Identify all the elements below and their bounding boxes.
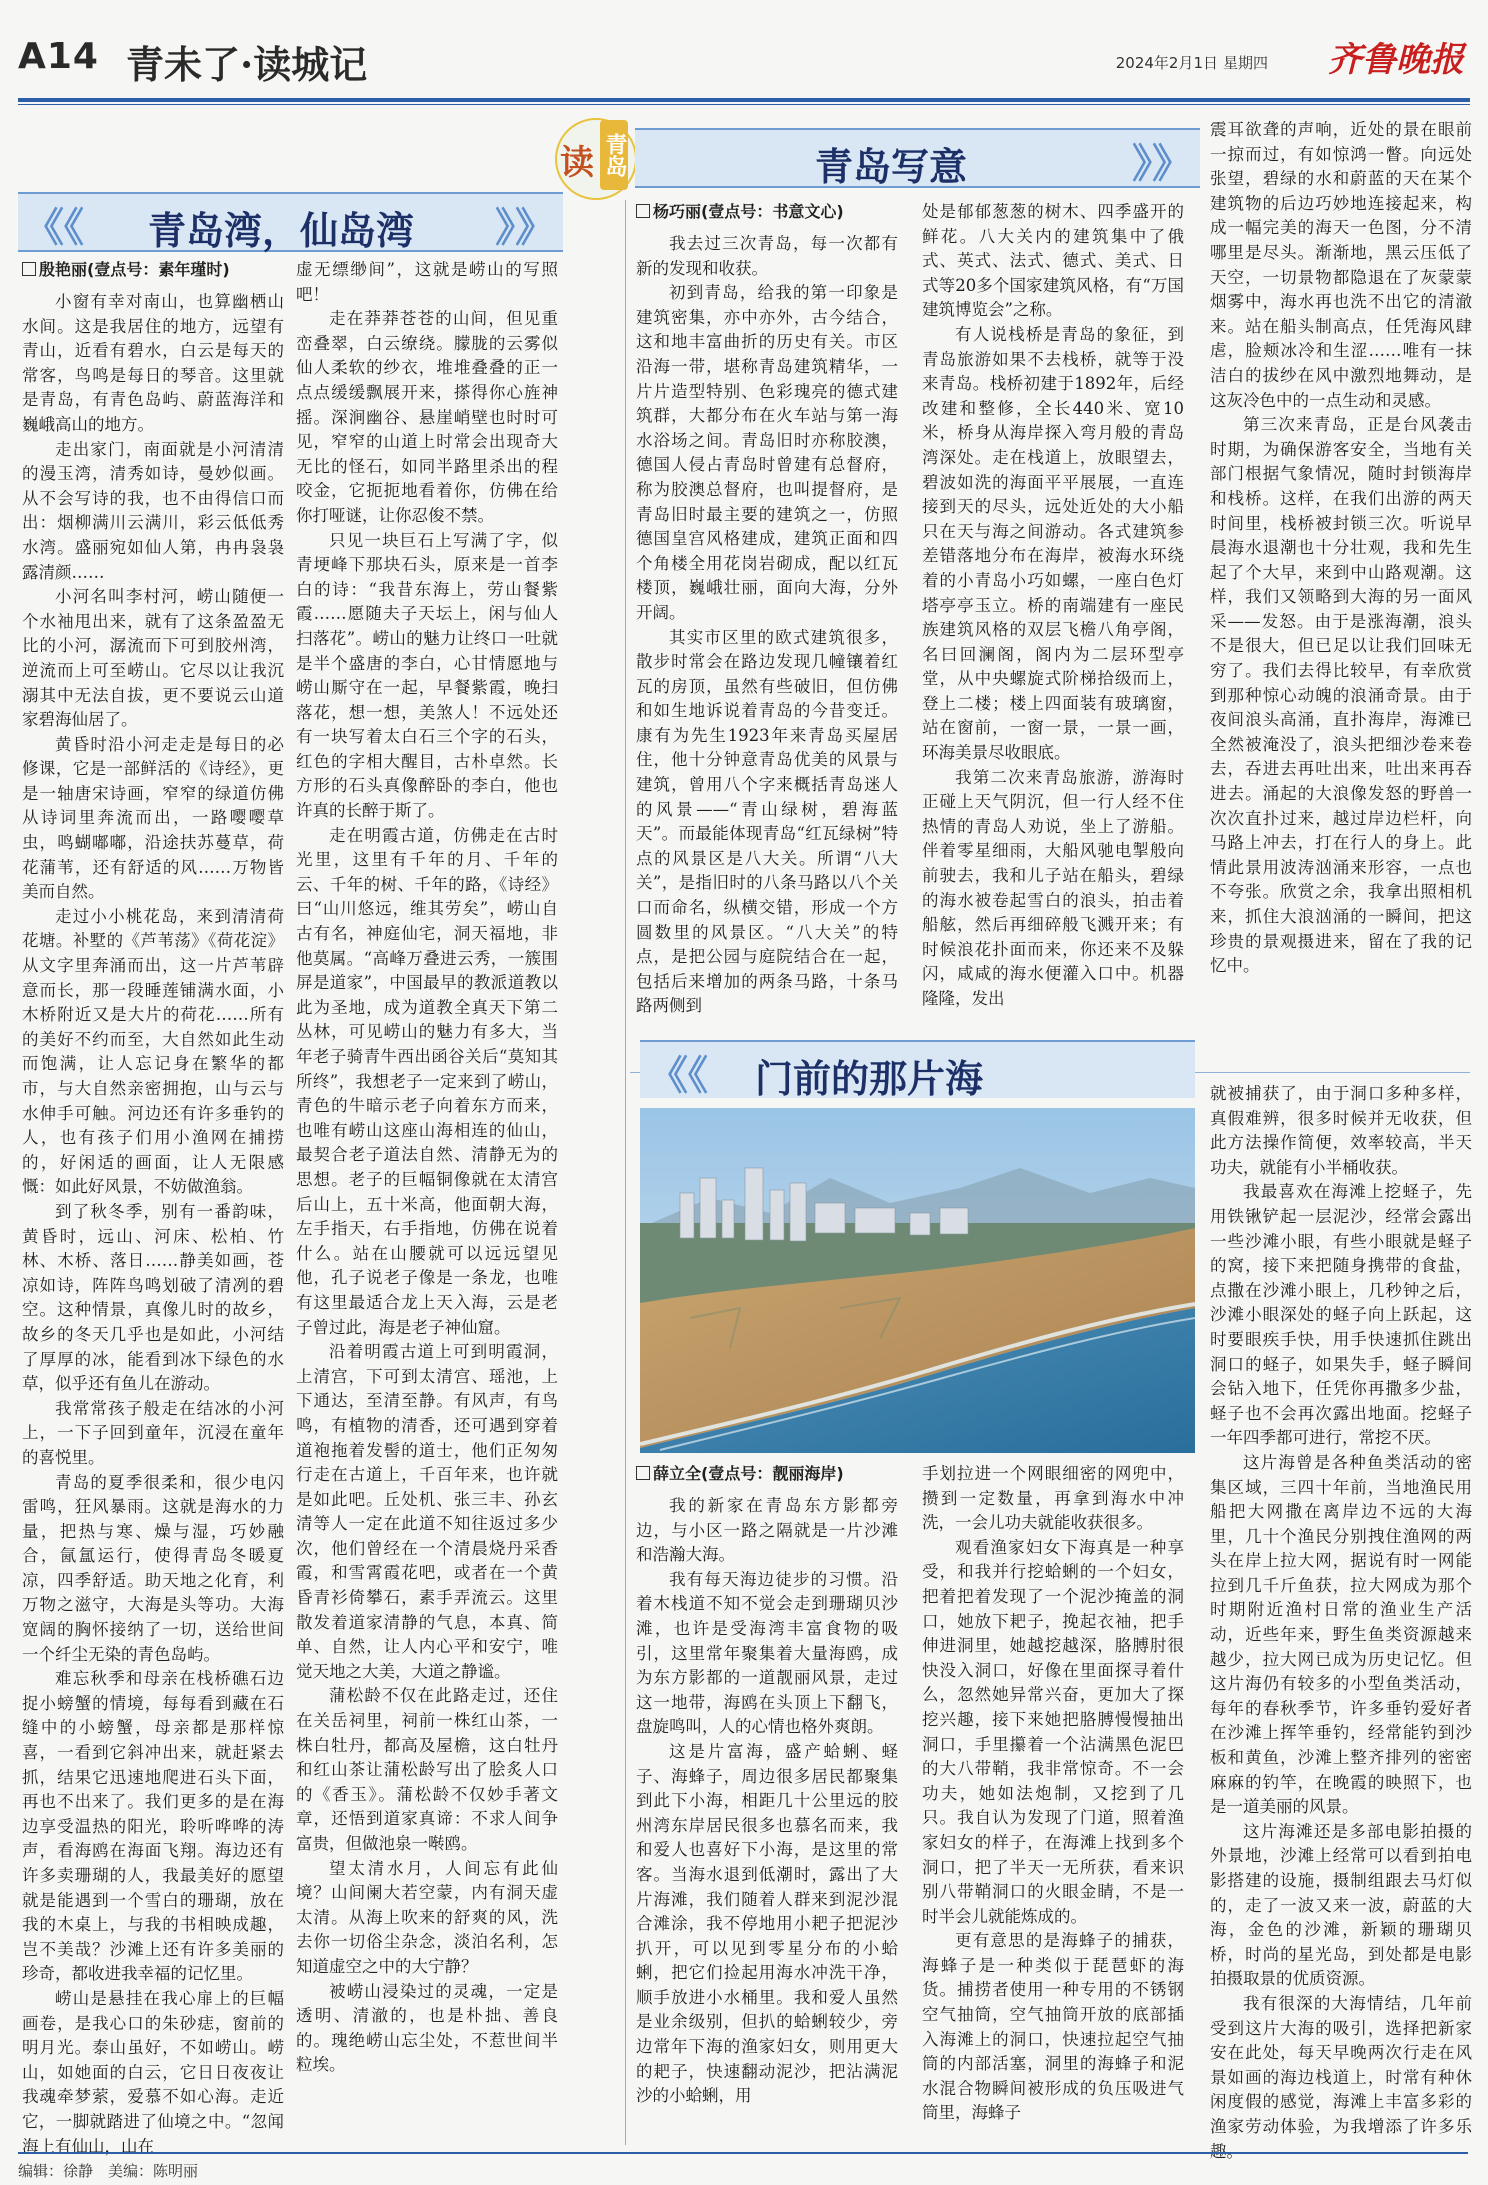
article1-column-2 — [296, 258, 558, 2148]
column-divider — [625, 200, 626, 2145]
issue-weekday: 星期四 — [1222, 54, 1268, 72]
paragraph: 只见一块巨石上写满了字，似青埂峰下那块石头，原来是一首李白的诗：“我昔东海上，劳山餐紫霞……愿随夫子天坛上，闲与仙人扫落花”。崂山的魅力让终口一吐就是半个盛唐的李白，心甘情愿地与崂山厮守在一起，早餐紫霞，晚扫落花，想一想，美煞人！不远处还有一块写着太白石三个字的石头，红色的字相大醒目，古朴卓然。长方形的石头真像醉卧的李白，他也许真的长醉于斯了。 — [296, 530, 558, 821]
article2-column-2 — [922, 200, 1184, 1062]
paragraph: 我最喜欢在海滩上挖蛏子，先用铁锹铲起一层泥沙，经常会露出一些沙滩小眼，有些小眼就是蛏子的窝，接下来把随身携带的食盐，点撒在沙滩小眼上，几秒钟之后，沙滩小眼深处的蛏子向上跃起，这时要眼疾手快，用手快速抓住跳出洞口的蛏子，如果失手，蛏子瞬间会钻入地下，任凭你再撒多少盐，蛏子也不会再次露出地面。挖蛏子一年四季都可进行，常挖不厌。 — [1210, 1182, 1472, 1448]
paragraph: 蒲松龄不仅在此路走过，还住在关岳祠里，祠前一株红山茶，一株白牡丹，都高及屋檐，这白牡丹和红山茶让蒲松龄写出了脍炙人口的《香玉》。蒲松龄不仅妙手著文章，还悟到道家真谛：不求人间争富贵，但做池泉一啭鸥。 — [296, 1686, 558, 1853]
article3-column-1 — [636, 1462, 898, 2148]
paragraph: 我常常孩子般走在结冰的小河上，一下子回到童年，沉浸在童年的喜悦里。 — [22, 1398, 284, 1467]
article3-byline: 薛立全(壹点号：靓丽海岸) — [636, 1462, 898, 1486]
paragraph: 走出家门，南面就是小河清清的漫玉湾，清秀如诗，曼妙似画。从不会写诗的我，也不由得信口而出：烟柳满川云满川，彩云低低秀水湾。盛丽宛如仙人第，冉冉袅袅露清颜…… — [22, 439, 284, 582]
paragraph: 更有意思的是海蜂子的捕获，海蜂子是一种类似于琵琶虾的海货。捕捞者使用一种专用的不锈钢空气抽筒，空气抽筒开放的底部插入海滩上的洞口，快速拉起空气抽筒的内部活塞，洞里的海蜂子和泥水混合物瞬间被形成的负压吸进气筒里，海蜂子 — [922, 1931, 1184, 2123]
paragraph: 观看渔家妇女下海真是一种享受，和我并行挖蛤蜊的一个妇女，把着把着发现了一个泥沙掩盖的洞口，她放下耙子，挽起衣袖，把手伸进洞里，她越挖越深，胳膊肘很快没入洞口，好像在里面探寻着什么，忽然她异常兴奋，更加大了探挖兴趣，接下来她把胳膊慢慢抽出洞口，手里攥着一个沾满黑色泥巴的大八带鞘，我非常惊奇。不一会功夫，她如法炮制，又挖到了几只。我自认为发现了门道，照着渔家妇女的样子，在海滩上找到多个洞口，把了半天一无所获，看来识别八带鞘洞口的火眼金睛，不是一时半会儿就能炼成的。 — [922, 1537, 1184, 1926]
paragraph: 我第二次来青岛旅游，游海时正碰上天气阴沉，但一行人经不住热情的青岛人劝说，坐上了游船。伴着零星细雨，大船风驰电掣般向前驶去，我和儿子站在船头，碧绿的海水被卷起雪白的浪头，拍击着船舷，然后再细碎般飞溅开来；有时候浪花扑面而来，你还来不及躲闪，咸咸的海水便灌入口中。机器隆隆，发出 — [922, 767, 1184, 1008]
paragraph: 这片海曾是各种鱼类活动的密集区域，三四十年前，当地渔民用船把大网撒在离岸边不远的大海里，几十个渔民分别拽住渔网的两头在岸上拉大网，据说有时一网能拉到几千斤鱼获，拉大网成为那个时期附近渔村日常的渔业生产活动，近些年来，野生鱼类资源越来越少，拉大网已成为历史记忆。但这片海仍有较多的小型鱼类活动，每年的春秋季节，许多垂钓爱好者在沙滩上挥竿垂钓，经常能钓到沙板和黄鱼，沙滩上整齐排列的密密麻麻的钓竿，在晚霞的映照下，也是一道美丽的风景。 — [1210, 1452, 1472, 1817]
paragraph: 处是郁郁葱葱的树木、四季盛开的鲜花。八大关内的建筑集中了俄式、英式、法式、德式、美式、日式等20多个国家建筑风格，有“万国建筑博览会”之称。 — [922, 202, 1184, 320]
paragraph: 到了秋冬季，别有一番韵味，黄昏时，远山、河床、松柏、竹林、木桥、落日……静美如画，苍凉如诗，阵阵鸟鸣划破了清冽的碧空。这种情景，真像儿时的故乡，故乡的冬天几乎也是如此，小河结了厚厚的冰，能看到冰下绿色的水草，似乎还有鱼儿在游动。 — [22, 1201, 284, 1394]
read-qingdao-logo-badge: 青岛 — [600, 120, 628, 190]
paragraph: 青岛的夏季很柔和，很少电闪雷鸣，狂风暴雨。这就是海水的力量，把热与寒、燥与湿，巧妙融合，氤氲运行，使得青岛冬暖夏凉，四季舒适。助天地之化育，利万物之滋守，大海是头等功。大海宽阔的胸怀接纳了一切，送给世间一个纤尘无染的青色岛屿。 — [22, 1472, 284, 1664]
chevron-decoration-icon: 》》 — [495, 205, 555, 251]
article2-byline: 杨巧丽(壹点号：书意文心) — [636, 200, 898, 224]
byline-box-icon — [22, 262, 36, 276]
byline-box-icon — [636, 204, 650, 218]
paragraph: 难忘秋季和母亲在栈桥礁石边捉小螃蟹的情境，每每看到藏在石缝中的小螃蟹，母亲都是那样惊喜，一看到它斜冲出来，就赶紧去抓，结果它迅速地爬进石头下面，再也不出来了。我们更多的是在海边享受温热的阳光，聆听哗哗的涛声，看海鸥在海面飞翔。海边还有许多卖珊瑚的人，我最美好的愿望就是能遇到一个雪白的珊瑚，放在我的木桌上，与我的书相映成趣，岂不美哉？沙滩上还有许多美丽的珍奇，都收进我幸福的记忆里。 — [22, 1669, 284, 1984]
chevron-decoration-icon: 《《 — [24, 205, 84, 251]
paragraph: 走在莽莽苍苍的山间，但见重峦叠翠，白云缭绕。朦胧的云雾似仙人柔软的纱衣，堆堆叠叠的正一点点缓缓飘展开来，搽得你心旌神摇。深涧幽谷、悬崖峭壁也时时可见，窄窄的山道上时常会出现奇大无比的怪石，如同半路里杀出的程咬金，它扼扼地看着你，仿佛在给你打哑谜，让你忍俊不禁。 — [296, 309, 558, 525]
designer-credit: 美编：陈明丽 — [108, 2162, 199, 2180]
paragraph: 走过小小桃花岛，来到清清荷花塘。补墅的《芦苇荡》《荷花淀》从文字里奔涌而出，这一片芦苇辟意而长，那一段睡莲铺满水面，小木桥附近又是大片的荷花……所有的美好不约而至，大自然如此生动而饱满，让人忘记身在繁华的都市，与大自然亲密拥抱，山与云与水伸手可触。河边还有许多垂钓的人，也有孩子们用小渔网在捕捞的，好闲适的画面，让人无限感慨：如此好风景，不妨做渔翁。 — [22, 906, 284, 1197]
page-footer — [18, 2152, 1468, 2182]
newspaper-logo: 齐鲁晚报 — [1328, 40, 1464, 80]
article3-column-2 — [922, 1462, 1184, 2148]
paragraph: 这片海滩还是多部电影拍摄的外景地，沙滩上经常可以看到拍电影搭建的设施，摄制组跟去马灯似的，走了一波又来一波，蔚蓝的大海，金色的沙滩，新颖的珊瑚贝桥，时尚的星光岛，到处都是电影拍摄取景的优质资源。 — [1210, 1821, 1472, 1989]
byline-box-icon — [636, 1466, 650, 1480]
page-number: A14 — [18, 36, 99, 77]
paragraph: 我去过三次青岛，每一次都有新的发现和收获。 — [636, 234, 898, 278]
issue-date: 2024年2月1日 — [1115, 54, 1218, 72]
paragraph: 我有很深的大海情结，几年前受到这片大海的吸引，选择把新家安在此处，每天早晚两次行走在风景如画的海边栈道上，时常有种休闲度假的感觉，海滩上丰富多彩的渔家劳动体验，为我增添了许多乐趣。 — [1210, 1993, 1472, 2161]
chevron-decoration-icon: 《《 — [648, 1053, 708, 1099]
paragraph: 这是片富海，盛产蛤蜊、蛏子、海蜂子，周边很多居民都聚集到此下小海，相距几十公里远的胶州湾东岸居民很多也慕名而来，我和爱人也喜好下小海，是这里的常客。当海水退到低潮时，露出了大片海滩，我们随着人群来到泥沙混合滩涂，我不停地用小耙子把泥沙扒开，可以见到零星分布的小蛤蜊，把它们捡起用海水冲洗干净，顺手放进小水桶里。我和爱人虽然是业余级别，但扒的蛤蜊较少，旁边常年下海的渔家妇女，则用更大的耙子，快速翻动泥沙，把沾满泥沙的小蛤蜊，用 — [636, 1741, 898, 2106]
paragraph: 我有每天海边徒步的习惯。沿着木栈道不知不觉会走到珊瑚贝沙滩，也许是受海湾丰富食物的吸引，这里常年聚集着大量海鸥，成为东方影都的一道靓丽风景，走过这一地带，海鸥在头顶上下翻飞，盘旋鸣叫，人的心情也格外爽朗。 — [636, 1569, 898, 1737]
article1-title: 青岛湾，仙岛湾 — [148, 208, 415, 253]
paragraph: 其实市区里的欧式建筑很多，散步时常会在路边发现几幢镶着红瓦的房顶，虽然有些破旧，但仿佛和如生地诉说着青岛的今昔变迁。康有为先生1923年来青岛买屋居住，他十分钟意青岛优美的风景与建筑，曾用八个字来概括青岛迷人的风景——“青山绿树，碧海蓝天”。而最能体现青岛“红瓦绿树”特点的风景区是八大关。所谓“八大关”，是指旧时的八条马路以八个关口而命名，纵横交错，形成一个方圆数里的风景区。“八大关”的特点，是把公园与庭院结合在一起，包括后来增加的两条马路，十条马路两侧到 — [636, 627, 898, 1016]
article1-byline: 殷艳丽(壹点号：素年瑾时) — [22, 258, 284, 282]
paragraph: 虚无缥缈间”，这就是崂山的写照吧！ — [296, 260, 558, 304]
article2-column-3 — [1210, 118, 1472, 1062]
article2-column-1 — [636, 200, 898, 1062]
page-header — [18, 28, 1468, 94]
paragraph: 震耳欲聋的声响，近处的景在眼前一掠而过，有如惊鸿一瞥。向远处张望，碧绿的水和蔚蓝的天在某个建筑物的后边巧妙地连接起来，构成一幅完美的海天一色图，分不清哪里是尽头。渐渐地，黑云压低了天空，一切景物都隐退在了灰蒙蒙烟雾中，海水再也洗不出它的清澈来。站在船头制高点，任凭海风肆虐，脸颊冰冷和生涩……唯有一抹洁白的拔纱在风中激烈地舞动，是这灰冷色中的一点生动和灵感。 — [1210, 120, 1472, 410]
paragraph: 第三次来青岛，正是台风袭击时期，为确保游客安全，当地有关部门根据气象情况，随时封锁海岸和栈桥。这样，在我们出游的两天时间里，栈桥被封锁三次。听说早晨海水退潮也十分壮观，我和先生起了个大早，来到中山路观潮。这样，我们又领略到大海的另一面风采——发怒。由于是涨海潮，浪头不是很大，但已足以让我们回味无穷了。我们去得比较早，有幸欣赏到那种惊心动魄的浪涌奇景。由于夜间浪头高涌，直扑海岸，海滩已全然被淹没了，浪头把细沙卷来卷去，吞进去再吐出来，吐出来再吞进去。涌起的大浪像发怒的野兽一次次直扑过来，越过岸边栏杆，向马路上冲去，打在行人的身上。此情此景用波涛汹涌来形容，一点也不夸张。欣赏之余，我拿出照相机来，抓住大浪汹涌的一瞬间，把这珍贵的景观摄进来，留在了我的记忆中。 — [1210, 415, 1472, 976]
paragraph: 走在明霞古道，仿佛走在古时光里，这里有千年的月、千年的云、千年的树、千年的路，《诗经》曰“山川悠远，维其劳矣”，崂山自古有名，神庭仙宅，洞天福地，非他莫属。“高峰万叠进云秀，一簇围屏是道家”，中国最早的教派道教以此为圣地，成为道教全真天下第二丛林，可见崂山的魅力有多大，当年老子骑青牛西出函谷关后“莫知其所终”，我想老子一定来到了崂山，青色的牛暗示老子向着东方而来，也唯有崂山这座山海相连的仙山，最契合老子道法自然、清静无为的思想。老子的巨幅铜像就在太清宫后山上，五十米高，他面朝大海，左手指天，右手指地，仿佛在说着什么。站在山腰就可以远远望见他，孔子说老子像是一条龙，也唯有这里最适合龙上天入海，云是老子曾过此，海是老子神仙窟。 — [296, 825, 558, 1337]
paragraph: 望太清水月，人间忘有此仙境？山间阑大若空蒙，内有洞天虚太清。从海上吹来的舒爽的风，洗去你一切俗尘杂念，淡泊名利，怎知道虚空之中的大宁静？ — [296, 1858, 558, 1976]
beach-aerial-illustration — [640, 1108, 1195, 1453]
chevron-decoration-icon: 》》 — [1132, 141, 1192, 187]
paragraph: 手划拉进一个网眼细密的网兜中，攒到一定数量，再拿到海水中冲洗，一会儿功夫就能收获很多。 — [922, 1464, 1184, 1533]
article2-title: 青岛写意 — [815, 144, 968, 189]
paragraph: 就被捕获了，由于洞口多种多样，真假难辨，很多时候并无收获，但此方法操作简便，效率较高，半天功夫，就能有小半桶收获。 — [1210, 1084, 1472, 1177]
paragraph: 崂山是悬挂在我心扉上的巨幅画卷，是我心口的朱砂痣，窗前的明月光。泰山虽好，不如崂山。崂山，如她面的白云，它日日夜夜让我魂牵梦萦，爱慕不如心海。走近它，一脚就踏进了仙境之中。“忽闻海上有仙山，山在 — [22, 1988, 284, 2156]
article3-title: 门前的那片海 — [755, 1056, 984, 1101]
paragraph: 沿着明霞古道上可到明霞洞，上清宫，下可到太清宫、瑶池，上下通达，至清至静。有风声，有鸟鸣，有植物的清香，还可遇到穿着道袍拖着发髻的道士，他们正匆匆行走在古道上，千百年来，也许就是如此吧。丘处机、张三丰、孙玄清等人一定在此道不知往返过多少次，他们曾经在一个清晨烧丹采香霞，和雪霄霞花吧，或者在一个黄昏青衫倚攀石，素手弄流云。这里散发着道家清静的气息，本真、简单、自然，让人内心平和安宁，唯觉天地之大美，大道之静谧。 — [296, 1342, 558, 1681]
article3-title-banner — [640, 1040, 1195, 1101]
paragraph: 小河名叫李村河，崂山随便一个水袖甩出来，就有了这条盈盈无比的小河，潺流而下可到胶州湾，逆流而上可至崂山。它尽以让我沉溺其中无法自拔，更不要说云山道家碧海仙居了。 — [22, 587, 284, 730]
paragraph: 我的新家在青岛东方影都旁边，与小区一路之隔就是一片沙滩和浩瀚大海。 — [636, 1496, 898, 1565]
article3-column-3 — [1210, 1082, 1472, 2161]
editor-credit: 编辑：徐静 — [18, 2162, 94, 2180]
header-rule-thin — [18, 104, 1470, 105]
paragraph: 初到青岛，给我的第一印象是建筑密集，亦中亦外，古今结合，这和地丰富曲折的历史有关。市区沿海一带，堪称青岛建筑精华，一片片造型特别、色彩瑰亮的德式建筑群，大都分布在火车站与第一海水浴场之间。青岛旧时亦称胶澳，德国人侵占青岛时曾建有总督府，称为胶澳总督府，也叫提督府，是青岛旧时最主要的建筑之一，仿照德国皇宫风格建成，建筑正面和四个角楼全用花岗岩砌成，配以红瓦楼顶，巍峨壮丽，面向大海，分外开阔。 — [636, 283, 898, 622]
paragraph: 被崂山浸染过的灵魂，一定是透明、清澈的，也是朴拙、善良的。瑰绝崂山忘尘处，不惹世间半粒埃。 — [296, 1981, 558, 2075]
article1-title-banner — [18, 192, 563, 252]
paragraph: 黄昏时沿小河走走是每日的必修课，它是一部鲜活的《诗经》，更是一轴唐宋诗画，窄窄的绿道仿佛从诗词里奔流而出，一路嘤嘤草虫，鸣蝴嘟嘟，沿途扶苏蔓草，荷花蒲苇，还有舒适的风……万物皆美而自然。 — [22, 734, 284, 902]
article2-title-banner — [635, 128, 1200, 188]
paragraph: 小窗有幸对南山，也算幽栖山水间。这是我居住的地方，远望有青山，近看有碧水，白云是每天的常客，鸟鸣是每日的琴音。这里就是青岛，有青色岛屿、蔚蓝海洋和巍峨高山的地方。 — [22, 292, 284, 434]
header-rule — [18, 98, 1470, 102]
read-qingdao-logo-char: 读 — [560, 143, 594, 183]
beach-aerial-photo — [640, 1108, 1195, 1453]
paragraph: 有人说栈桥是青岛的象征，到青岛旅游如果不去栈桥，就等于没来青岛。栈桥初建于1892年，后经改建和整修，全长440米、宽10米，桥身从海岸探入弯月般的青岛湾深处。走在栈道上，放眼望去，碧波如洗的海面平平展展，一直连接到天的尽头，远处近处的大小船只在天与海之间游动。各式建筑参差错落地分布在海岸，被海水环绕着的小青岛小巧如螺，一座白色灯塔亭亭玉立。桥的南端建有一座民族建筑风格的双层飞檐八角亭阁，名曰回澜阁，阁内为二层环型亭堂，从中央螺旋式阶梯拾级而上，登上二楼；楼上四面装有玻璃窗，站在窗前，一窗一景，一景一画，环海美景尽收眼底。 — [922, 324, 1184, 763]
article1-column-1 — [22, 258, 284, 2156]
section-title: 青未了·读城记 — [126, 42, 368, 87]
